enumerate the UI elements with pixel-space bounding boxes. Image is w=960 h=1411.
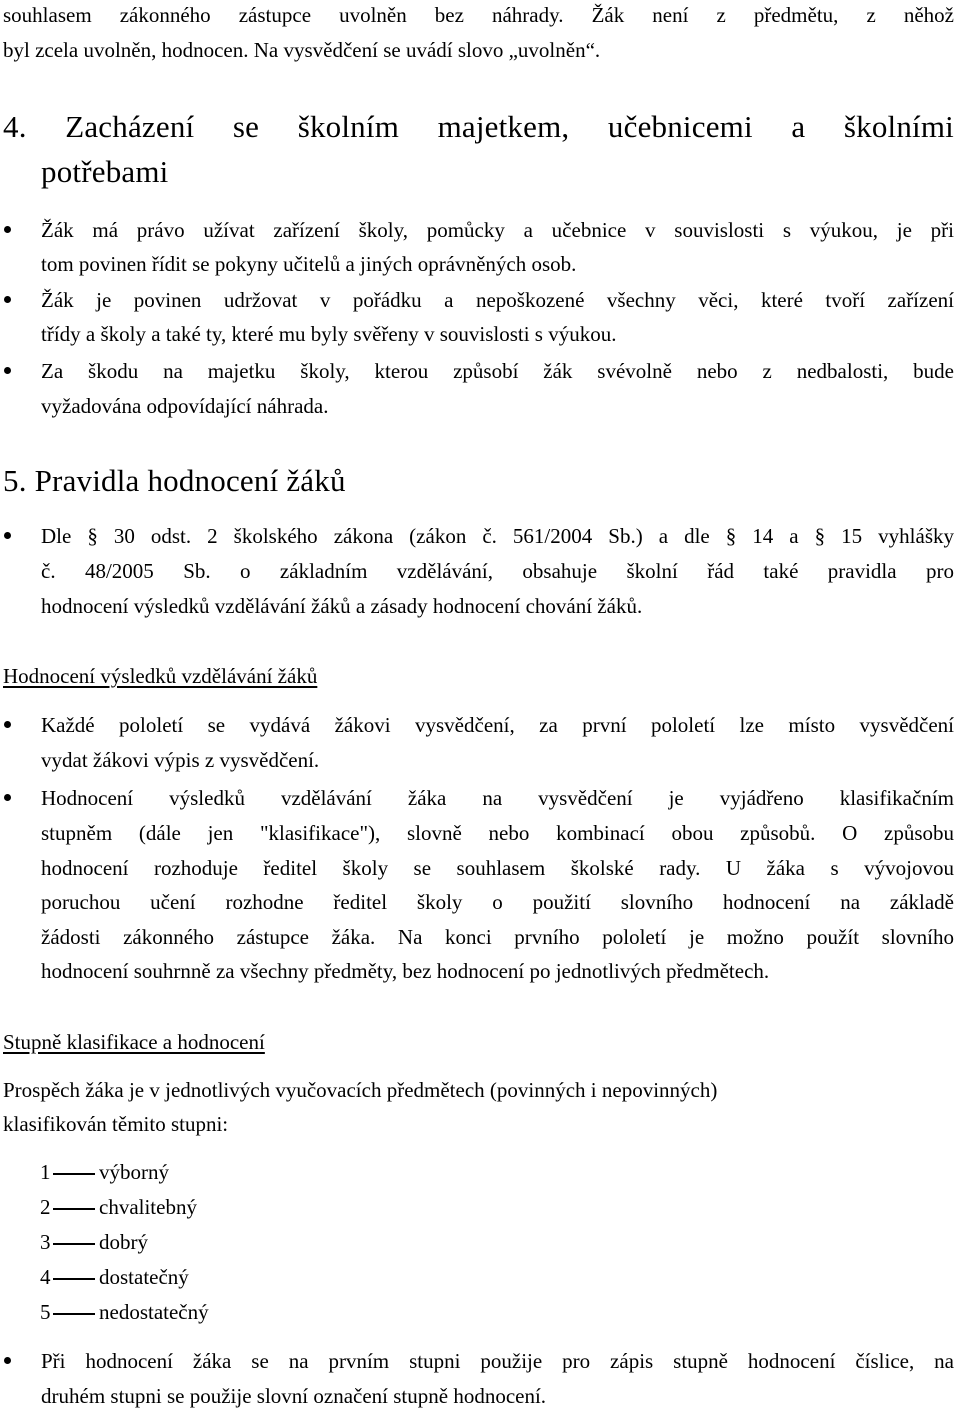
grade-label: výborný xyxy=(99,1160,169,1184)
results-bullet-2-line-3: hodnocení rozhoduje ředitel školy se souhlasem školské rady. U žáka s vývojovou xyxy=(41,856,954,880)
s4-bullet-1-line-1: Žák má právo užívat zařízení školy, pomůcky a učebnice v souvislosti s výukou, je při xyxy=(41,218,954,242)
dash-icon xyxy=(53,1278,95,1280)
s4-bullet-2-line-2: třídy a školy a také ty, které mu byly svěřeny v souvislosti s výukou. xyxy=(41,322,617,346)
section-5-title: 5. Pravidla hodnocení žáků xyxy=(3,463,346,498)
intro-line-1: souhlasem zákonného zástupce uvolněn bez náhrady. Žák není z předmětu, z něhož xyxy=(3,3,954,27)
results-bullet-2-line-5: žádosti zákonného zástupce žáka. Na konci prvního pololetí je možno použít slovního xyxy=(41,925,954,949)
grade-label: dobrý xyxy=(99,1230,148,1254)
results-bullet-1-line-1: Každé pololetí se vydává žákovi vysvědčení, za první pololetí lze místo vysvědčení xyxy=(41,713,954,737)
grades-bullet-line-1: Při hodnocení žáka se na prvním stupni použije pro zápis stupně hodnocení číslice, na xyxy=(41,1349,954,1373)
bullet-icon xyxy=(4,721,11,728)
grade-label: dostatečný xyxy=(99,1265,189,1289)
bullet-icon xyxy=(4,1357,11,1364)
grades-paragraph-line-1: Prospěch žáka je v jednotlivých vyučovacích předmětech (povinných i nepovinných) xyxy=(3,1078,718,1102)
s5-bullet-1-line-1: Dle § 30 odst. 2 školského zákona (zákon č. 561/2004 Sb.) a dle § 14 a § 15 vyhlášky xyxy=(41,524,954,548)
section-4-title: 4. Zacházení se školním majetkem, učebnicemi a školními xyxy=(3,109,954,144)
results-bullet-1-line-2: vydat žákovi výpis z vysvědčení. xyxy=(41,748,320,772)
bullet-icon xyxy=(4,226,11,233)
bullet-icon xyxy=(4,794,11,801)
bullet-icon xyxy=(4,367,11,374)
grade-label: chvalitebný xyxy=(99,1195,197,1219)
results-bullet-2-line-2: stupněm (dále jen "klasifikace"), slovně nebo kombinací obou způsobů. O způsobu xyxy=(41,821,954,845)
results-heading: Hodnocení výsledků vzdělávání žáků xyxy=(3,664,318,688)
bullet-icon xyxy=(4,532,11,539)
dash-icon xyxy=(53,1208,95,1210)
grade-number: 3 xyxy=(40,1230,51,1254)
grades-bullet-line-2: druhém stupni se použije slovní označení stupně hodnocení. xyxy=(41,1384,547,1408)
grade-number: 4 xyxy=(40,1265,51,1289)
section-4-title-cont: potřebami xyxy=(41,154,169,189)
s5-bullet-1-line-2: č. 48/2005 Sb. o základním vzdělávání, obsahuje školní řád také pravidla pro xyxy=(41,559,954,583)
results-bullet-2-line-4: poruchou učení rozhodne ředitel školy o použití slovního hodnocení na základě xyxy=(41,890,954,914)
results-bullet-2-line-6: hodnocení souhrnně za všechny předměty, bez hodnocení po jednotlivých předmětech. xyxy=(41,959,770,983)
s5-bullet-1-line-3: hodnocení výsledků vzdělávání žáků a zásady hodnocení chování žáků. xyxy=(41,594,643,618)
results-bullet-2-line-1: Hodnocení výsledků vzdělávání žáka na vysvědčení je vyjádřeno klasifikačním xyxy=(41,786,954,810)
grade-label: nedostatečný xyxy=(99,1300,209,1324)
grade-number: 2 xyxy=(40,1195,51,1219)
intro-line-2: byl zcela uvolněn, hodnocen. Na vysvědčení se uvádí slovo „uvolněn“. xyxy=(3,38,601,62)
grade-number: 1 xyxy=(40,1160,51,1184)
dash-icon xyxy=(53,1173,95,1175)
dash-icon xyxy=(53,1313,95,1315)
dash-icon xyxy=(53,1243,95,1245)
grades-paragraph-line-2: klasifikován těmito stupni: xyxy=(3,1112,229,1136)
s4-bullet-3-line-2: vyžadována odpovídající náhrada. xyxy=(41,394,329,418)
grades-heading: Stupně klasifikace a hodnocení xyxy=(3,1030,265,1054)
s4-bullet-3-line-1: Za škodu na majetku školy, kterou způsobí žák svévolně nebo z nedbalosti, bude xyxy=(41,359,954,383)
s4-bullet-1-line-2: tom povinen řídit se pokyny učitelů a jiných oprávněných osob. xyxy=(41,252,577,276)
bullet-icon xyxy=(4,296,11,303)
s4-bullet-2-line-1: Žák je povinen udržovat v pořádku a nepoškozené všechny věci, které tvoří zařízení xyxy=(41,288,954,312)
grade-number: 5 xyxy=(40,1300,51,1324)
